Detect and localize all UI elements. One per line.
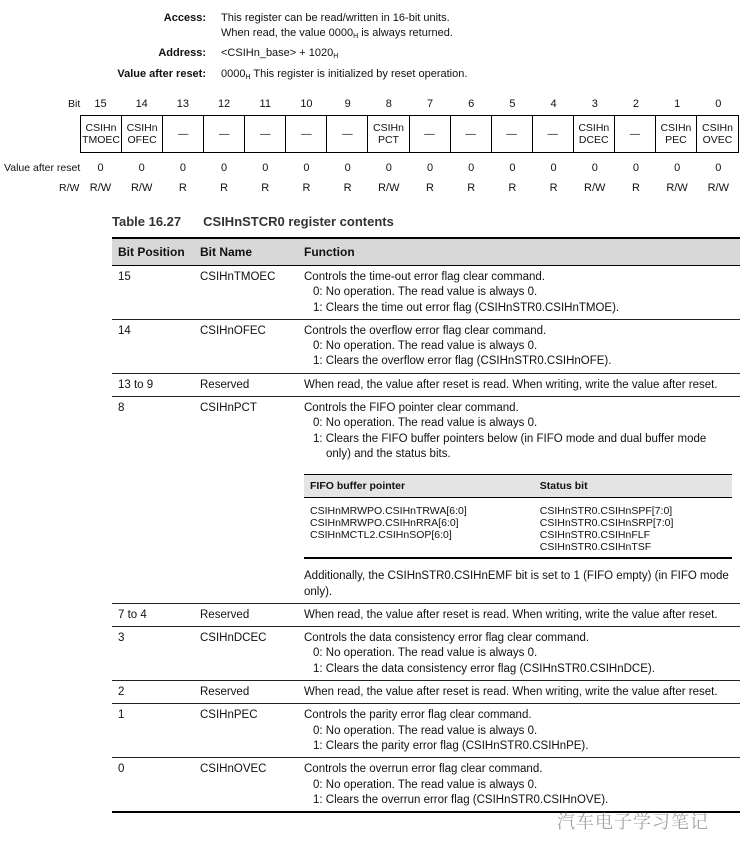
bit-number: 6 <box>468 98 475 110</box>
bit-number: 7 <box>426 98 434 110</box>
bit-rw: R/W <box>584 182 606 194</box>
register-bit-field: — <box>245 116 286 152</box>
bit-reset-value: 0 <box>262 162 269 174</box>
bit-reset-value: 0 <box>632 162 639 174</box>
bit-reset-value: 0 <box>303 162 310 174</box>
register-diagram <box>80 115 739 153</box>
rw-label: R/W <box>59 182 80 194</box>
table-header-row <box>112 238 740 266</box>
register-bit-field: CSIHn OVEC <box>702 122 733 146</box>
function-cell <box>298 373 740 396</box>
bit-rw: R <box>220 182 229 194</box>
function-cell <box>298 603 740 626</box>
bit-rw: R/W <box>130 182 153 194</box>
register-bit-field: CSIHn TMOEC <box>81 116 122 152</box>
bit-position-cell: 1 <box>112 704 194 758</box>
function-text: Controls the overrun error flag clear command. <box>304 763 543 776</box>
bit-position-cell: 7 to 4 <box>112 603 194 626</box>
table-row <box>112 681 740 704</box>
function-option: 1: Clears the FIFO buffer pointers below (in FIFO mode and dual buffer mode only) and the status bits. <box>313 432 707 460</box>
register-bit-field: CSIHn DCEC <box>574 116 615 152</box>
bit-rw: R <box>426 182 434 194</box>
function-option: 0: No operation. The read value is always 0. <box>313 286 538 299</box>
access-value <box>221 11 453 44</box>
bit-rw: R <box>631 182 640 194</box>
bit-reset-value: 0 <box>509 162 516 174</box>
subtable-cell <box>534 498 732 559</box>
table-row <box>112 266 740 320</box>
function-option: 1: Clears the overrun error flag (CSIHnSTR0.CSIHnOVE). <box>313 793 609 806</box>
subtable-line: CSIHnSTR0.CSIHnFLF <box>539 529 651 542</box>
register-bit-field: — <box>327 116 368 152</box>
subtable-line: CSIHnMRWPO.CSIHnTRWA[6:0] <box>310 505 467 518</box>
address-label: Address: <box>158 47 206 59</box>
table-caption <box>112 214 394 229</box>
bit-rw: R/W <box>378 182 400 194</box>
bit-reset-value: 0 <box>138 162 145 174</box>
table-row <box>112 627 740 681</box>
bit-number: 14 <box>135 98 148 110</box>
bit-name-cell: Reserved <box>194 373 298 396</box>
table-row <box>112 603 740 626</box>
access-label: Access: <box>163 12 206 24</box>
function-option: 1: Clears the time out error flag (CSIHnSTR0.CSIHnTMOE). <box>313 301 620 314</box>
register-bit-field: CSIHn OFEC <box>122 116 163 152</box>
bit-rw: R <box>261 182 270 194</box>
bit-reset-value: 0 <box>426 162 434 174</box>
bit-reset-value: 0 <box>674 162 681 174</box>
bit-position-cell: 0 <box>112 758 194 812</box>
bit-position-cell: 2 <box>112 681 194 704</box>
function-text: Controls the data consistency error flag clear command. <box>304 632 590 645</box>
bit-number: 1 <box>674 98 681 110</box>
table-row <box>112 319 740 373</box>
bit-rw: R/W <box>666 182 688 194</box>
function-cell <box>298 319 740 373</box>
bit-name-cell: Reserved <box>194 681 298 704</box>
bit-number: 5 <box>509 98 516 110</box>
function-cell <box>298 397 740 604</box>
bit-label: Bit <box>68 98 81 110</box>
bit-rw: R <box>178 182 187 194</box>
subtable-line: CSIHnSTR0.CSIHnTSF <box>539 541 652 554</box>
bit-name-cell: CSIHnOFEC <box>194 319 298 373</box>
bit-reset-value: 0 <box>591 162 598 174</box>
bit-number: 2 <box>632 98 639 110</box>
bit-number: 4 <box>550 98 557 110</box>
register-bit-field: — <box>615 116 656 152</box>
bit-name-cell: Reserved <box>194 603 298 626</box>
function-cell <box>298 758 740 812</box>
bit-rw: R <box>508 182 517 194</box>
function-text: Controls the parity error flag clear command. <box>304 709 532 722</box>
bit-number: 15 <box>94 98 107 110</box>
subtable-line: CSIHnMRWPO.CSIHnRRA[6:0] <box>310 517 459 530</box>
subtable-cell <box>304 498 534 559</box>
subtable-header: Status bit <box>534 475 732 498</box>
register-bit-field: — <box>286 116 327 152</box>
function-option: 0: No operation. The read value is always 0. <box>313 340 538 353</box>
bit-reset-value: 0 <box>344 162 351 174</box>
function-note: Additionally, the CSIHnSTR0.CSIHnEMF bit is set to 1 (FIFO empty) (in FIFO mode only). <box>304 570 729 598</box>
function-cell <box>298 681 740 704</box>
reset-value: $0000_H$ This register is initialized by reset operation. <box>221 68 468 81</box>
register-bit-field: — <box>410 116 451 152</box>
header-bit-position: Bit Position <box>112 238 194 266</box>
value-after-reset-label: Value after reset <box>4 162 81 174</box>
function-text: When read, the value after reset is read. When writing, write the value after reset. <box>304 608 718 621</box>
header-function: Function <box>298 238 740 266</box>
watermark-text: 汽车电子学习笔记 <box>557 812 709 832</box>
bit-name-cell: CSIHnPEC <box>194 704 298 758</box>
subtable-header: FIFO buffer pointer <box>304 475 534 498</box>
bit-position-cell: 3 <box>112 627 194 681</box>
bit-number: 3 <box>591 98 598 110</box>
bit-number: 9 <box>344 98 351 110</box>
bit-name-cell: CSIHnDCEC <box>194 627 298 681</box>
bit-number: 12 <box>217 98 231 110</box>
bit-reset-value: 0 <box>179 162 186 174</box>
bit-position-cell: 15 <box>112 266 194 320</box>
bit-position-cell: 8 <box>112 397 194 604</box>
bit-position-cell: 13 to 9 <box>112 373 194 396</box>
register-bit-field: — <box>492 116 533 152</box>
function-text: Controls the time-out error flag clear command. <box>304 271 545 283</box>
function-cell <box>298 704 740 758</box>
function-option: 1: Clears the parity error flag (CSIHnSTR0.CSIHnPE). <box>313 739 589 752</box>
register-bit-field: — <box>204 116 245 152</box>
function-cell <box>298 266 740 320</box>
register-contents-table <box>112 237 740 813</box>
bit-reset-value: 0 <box>97 162 104 174</box>
function-text: Controls the FIFO pointer clear command. <box>304 402 519 415</box>
bit-rw: R/W <box>707 182 729 194</box>
bit-number: 11 <box>259 98 271 110</box>
bit-name-cell: CSIHnTMOEC <box>194 266 298 320</box>
bit-rw: R <box>302 182 311 194</box>
bit-name-cell: CSIHnOVEC <box>194 758 298 812</box>
function-text: Controls the overflow error flag clear command. <box>304 324 547 337</box>
table-row <box>112 758 740 812</box>
register-bit-field: — <box>163 116 204 152</box>
table-number: Table 16.27 <box>112 214 182 229</box>
bit-rw: R <box>343 182 352 194</box>
bit-rw: R <box>549 182 558 194</box>
bit-reset-value: 0 <box>715 162 722 174</box>
bit-number: 13 <box>176 98 189 110</box>
function-option: 0: No operation. The read value is always 0. <box>313 417 538 430</box>
bit-reset-value: 0 <box>221 162 228 174</box>
register-bit-field: — <box>451 116 492 152</box>
bit-reset-value: 0 <box>550 162 557 174</box>
register-bit-field: CSIHn PCT <box>368 116 409 152</box>
function-option: 0: No operation. The read value is always 0. <box>313 647 538 660</box>
header-bit-name: Bit Name <box>194 238 298 266</box>
subtable-line: CSIHnSTR0.CSIHnSPF[7:0] <box>539 505 673 518</box>
table-row <box>112 704 740 758</box>
bit-rw: R/W <box>89 182 112 194</box>
bit-reset-value: 0 <box>385 162 392 174</box>
function-text: When read, the value after reset is read. When writing, write the value after reset. <box>304 378 718 391</box>
access-line1: This register can be read/written in 16-bit units. <box>221 12 450 24</box>
table-row <box>112 373 740 396</box>
subtable-line: CSIHnMCTL2.CSIHnSOP[6:0] <box>310 529 452 542</box>
bit-number: 8 <box>385 98 392 110</box>
function-option: 0: No operation. The read value is always 0. <box>313 724 538 737</box>
bit-reset-value: 0 <box>468 162 475 174</box>
bit-number: 0 <box>715 98 722 110</box>
bit-name-cell: CSIHnPCT <box>194 397 298 604</box>
function-text: When read, the value after reset is read. When writing, write the value after reset. <box>304 686 718 699</box>
bit-position-cell: 14 <box>112 319 194 373</box>
bit-number: 10 <box>300 98 313 110</box>
reset-label: Value after reset: <box>117 68 206 80</box>
address-value: <CSIHn_base> + $1020_H$ <box>221 47 339 60</box>
fifo-pointer-subtable <box>304 474 732 559</box>
table-title: CSIHnSTCR0 register contents <box>203 214 394 229</box>
access-line2: When read, the value $0000_H$ is always returned. <box>221 27 453 40</box>
function-option: 0: No operation. The read value is always 0. <box>313 778 538 791</box>
function-option: 1: Clears the overflow error flag (CSIHnSTR0.CSIHnOFE). <box>313 355 612 368</box>
bit-rw: R <box>467 182 476 194</box>
register-bit-field: — <box>533 116 574 152</box>
function-cell <box>298 627 740 681</box>
table-row <box>112 397 740 604</box>
subtable-line: CSIHnSTR0.CSIHnSRP[7:0] <box>539 517 674 530</box>
function-option: 1: Clears the data consistency error flag (CSIHnSTR0.CSIHnDCE). <box>313 662 655 675</box>
register-bit-field: CSIHn PEC <box>656 116 697 152</box>
